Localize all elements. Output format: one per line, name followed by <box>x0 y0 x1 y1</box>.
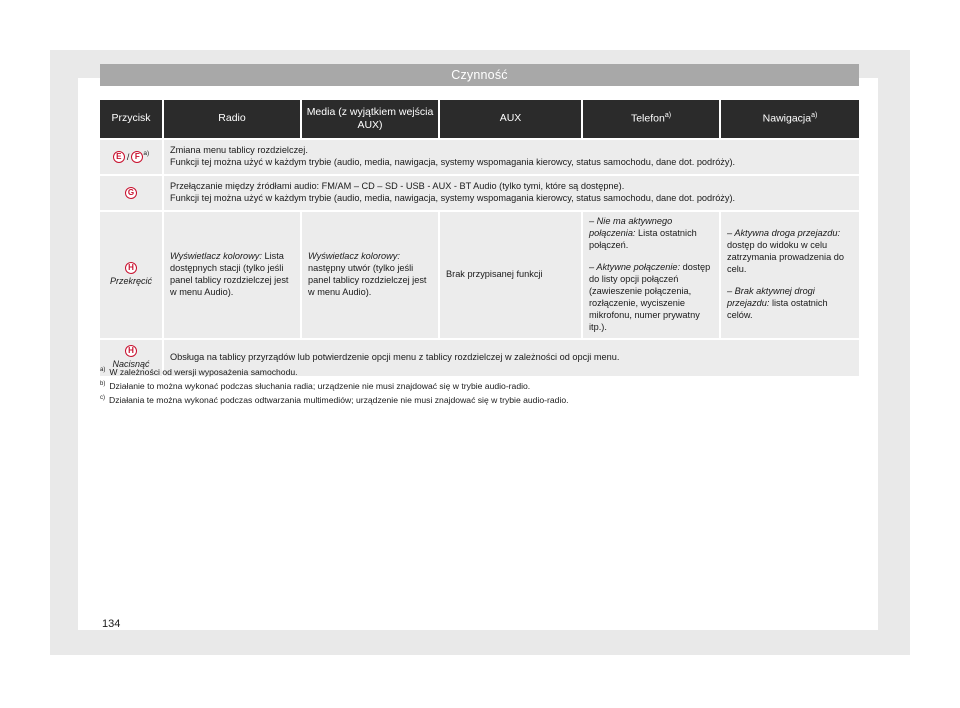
row2-key-cell <box>100 174 164 210</box>
header-nav: Nawigacja$^{a)}$ <box>721 100 859 138</box>
table-row <box>100 138 859 174</box>
page-number: 134 <box>102 618 121 630</box>
row3-aux: Brak przypisanej funkcji <box>440 210 583 338</box>
header-button: Przycisk <box>100 100 164 138</box>
header-radio: Radio <box>164 100 302 138</box>
row3-radio: Wyświetlacz kolorowy: Lista dostępnych stacji (tylko jeśli panel tablicy rozdzielczej jest w menu Audio). <box>164 210 302 338</box>
table-row <box>100 210 859 338</box>
header-phone: Telefon$^{a)}$ <box>583 100 721 138</box>
row2-description: Przełączanie między źródłami audio: FM/AM – CD – SD - USB - AUX - BT Audio (tylko tymi, które są dostępne). Funkcji tej można użyć w każdym trybie (audio, media, nawigacja, systemy wspomagania kierowcy, status samochodu, dane dot. podróży). <box>164 174 859 210</box>
controls-table <box>100 100 859 376</box>
footnote-b: $^{b)}$ Działanie to można wykonać podczas słuchania radia; urządzenie nie musi znajdować się w trybie audio-radio. <box>100 381 531 392</box>
key-action-press: Nacisnąć <box>112 358 150 369</box>
key-h-badge: H <box>125 262 137 274</box>
key-action-turn: Przekręcić <box>109 276 152 287</box>
row3-key-cell <box>100 210 164 338</box>
row1-description: Zmiana menu tablicy rozdzielczej. Funkcji tej można użyć w każdym trybie (audio, media, nawigacja, systemy wspomagania kierowcy, status samochodu, dane dot. podróży). <box>164 138 859 174</box>
key-footnote: a) <box>143 150 150 158</box>
key-separator: / <box>126 151 130 162</box>
header-aux: AUX <box>440 100 583 138</box>
footnotes <box>100 367 859 410</box>
row3-nav: – Aktywna droga przejazdu: dostęp do widoku w celu zatrzymania prowadzenia do celu. – Brak aktywnej drogi przejazdu: lista ostatnich celów. <box>721 210 859 338</box>
table-row <box>100 174 859 210</box>
key-g-badge: G <box>125 187 137 199</box>
row3-phone: – Nie ma aktywnego połączenia: Lista ostatnich połączeń. – Aktywne połączenie: dostęp do listy opcji połączeń (zawieszenie połączenia, rozłączenie, wyciszenie mikrofonu, numer prywatny itp.). <box>583 210 721 338</box>
row3-media: Wyświetlacz kolorowy: następny utwór (tylko jeśli panel tablicy rozdzielczej jest w menu Audio). <box>302 210 440 338</box>
key-h-badge: H <box>125 345 137 357</box>
header-nav-footnote: a) <box>811 112 818 120</box>
table-title: Czynność <box>100 64 859 86</box>
footnote-a: $^{a)}$ W zależności od wersji wyposażenia samochodu. <box>100 367 298 377</box>
key-f-badge: F <box>131 151 143 163</box>
header-phone-footnote: a) <box>664 112 672 120</box>
header-media: Media (z wyjątkiem wejścia AUX) <box>302 100 440 138</box>
row1-key-cell <box>100 138 164 174</box>
footnote-c: $^{c)}$ Działania te można wykonać podczas odtwarzania multimediów; urządzenie nie musi znajdować się w trybie audio-radio. <box>100 395 569 406</box>
table-header-row <box>100 100 859 138</box>
key-e-badge: E <box>113 151 125 163</box>
row4-description: Obsługa na tablicy przyrządów lub potwierdzenie opcji menu z tablicy rozdzielczej w zależności od opcji menu. <box>164 338 859 376</box>
